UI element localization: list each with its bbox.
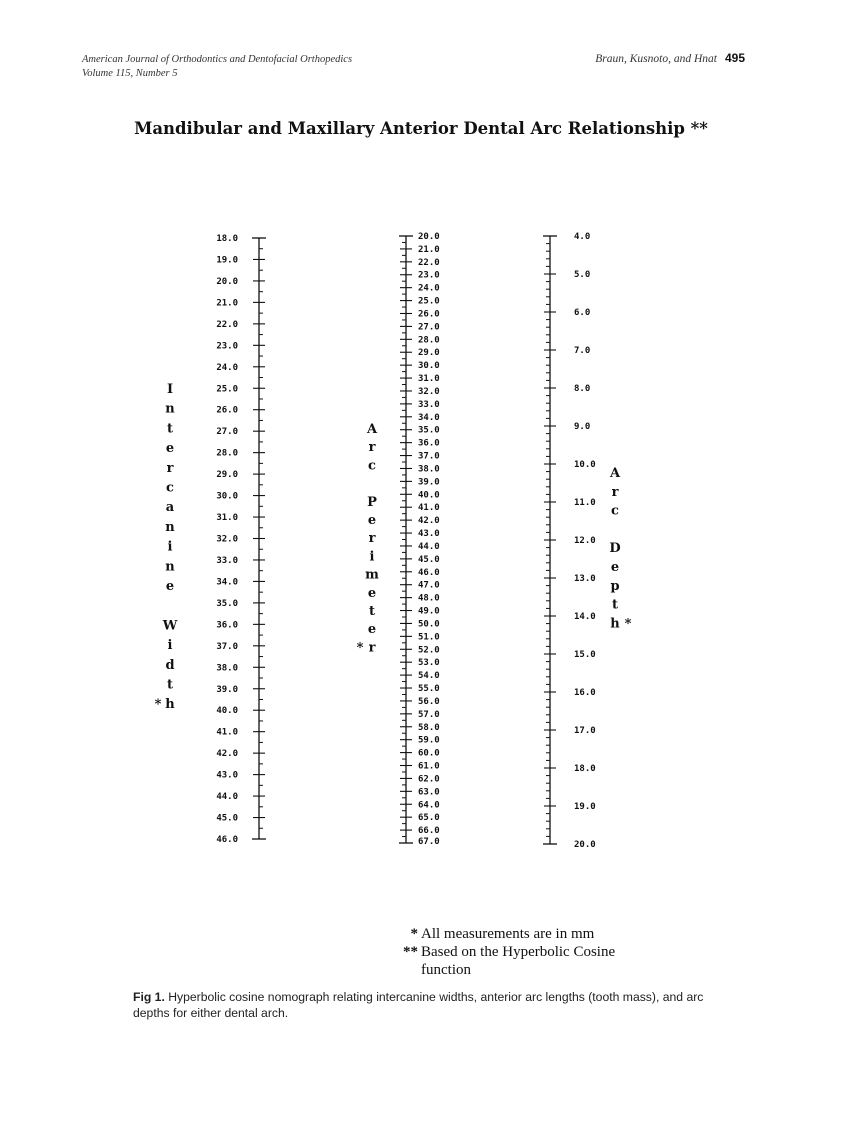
scale-2-tick-label: 65.0 [418,813,440,824]
scale-2-name-letter: e [367,622,377,638]
scale-3-tick-label: 11.0 [574,498,596,508]
scale-3-tick-label: 14.0 [574,612,596,622]
scale-3-name-letter: p [610,578,620,594]
scale-1-name-letter: h [165,697,175,713]
scale-3-name-letter: c [611,503,619,519]
scale-1-name-letter: t [166,677,174,693]
scale-1-tick-label: 37.0 [216,641,238,652]
scale-2-tick-label: 46.0 [418,567,440,578]
journal-volume: Volume 115, Number 5 [82,68,178,79]
scale-3-name-letter: D [609,541,621,557]
scale-2-tick-label: 59.0 [418,735,440,746]
scale-1-tick-label: 39.0 [216,684,238,695]
scale-1-tick-label: 46.0 [216,835,238,845]
note-units-marker: * [410,926,418,942]
scale-1-name-letter: d [165,657,175,673]
scale-3-tick-label: 20.0 [574,840,596,850]
caption-text: Hyperbolic cosine nomograph relating intercanine widths, anterior arc lengths (tooth mass), and arc depths for either dental arch. [133,990,704,1020]
scale-3-tick-label: 4.0 [574,232,591,242]
scale-1-tick-label: 45.0 [216,813,238,824]
scale-3-name-marker: * [624,616,632,632]
scale-1-name-letter: n [165,559,175,575]
scale-1-tick-label: 24.0 [216,362,238,373]
scale-1-name-marker: * [154,697,162,713]
scale-1-name-letter: e [165,441,175,457]
figure-title: Mandibular and Maxillary Anterior Dental Arc Relationship ** [134,119,708,138]
scale-1-tick-label: 29.0 [216,470,238,481]
scale-1-tick-label: 32.0 [216,534,238,545]
scale-1-tick-label: 41.0 [216,727,238,738]
scale-1-name-letter: i [167,539,173,555]
scale-1-tick-label: 18.0 [216,234,238,244]
scale-1-tick-label: 43.0 [216,770,238,781]
scale-1-tick-label: 27.0 [216,427,238,438]
scale-2-tick-label: 38.0 [418,464,440,475]
scale-1-tick-label: 38.0 [216,663,238,674]
scale-2-tick-label: 66.0 [418,826,440,837]
scale-2-tick-label: 35.0 [418,425,440,436]
scale-2-tick-label: 20.0 [418,232,440,242]
scale-1-tick-label: 30.0 [216,491,238,502]
scale-2-tick-label: 34.0 [418,412,440,423]
scale-2-tick-label: 43.0 [418,529,440,540]
scale-1-name-letter: r [166,460,174,476]
figure-notes [396,925,651,979]
scale-1-tick-label: 22.0 [216,319,238,330]
scale-2-name-letter: A [366,422,378,437]
scale-2-tick-label: 28.0 [418,335,440,346]
authors: Braun, Kusnoto, and Hnat [595,53,717,65]
scale-2-tick-label: 54.0 [418,671,440,682]
scale-2-name-letter: c [368,458,376,474]
scale-2-name-letter: r [368,531,376,547]
figure-caption [133,989,713,1021]
scale-1-name-letter: i [167,638,173,654]
scale-3-name-letter: r [611,484,619,500]
scale-3-tick-label: 17.0 [574,726,596,736]
scale-2-name-marker: * [356,640,364,656]
scale-1-name-letter: W [162,618,178,634]
scale-2-tick-label: 55.0 [418,684,440,695]
scale-3-tick-label: 9.0 [574,422,591,432]
scale-2-name-letter: m [365,567,379,583]
scale-1-tick-label: 23.0 [216,341,238,352]
scale-3-tick-label: 8.0 [574,384,591,394]
note-units [396,925,651,943]
scale-1-tick-label: 36.0 [216,620,238,631]
scale-1-name-letter: a [165,500,175,516]
scale-2-tick-label: 63.0 [418,787,440,798]
scale-1-name-letter: e [165,579,175,594]
scale-3-tick-label: 7.0 [574,346,591,356]
scale-1-name-letter: I [166,382,174,397]
scale-2-tick-label: 33.0 [418,399,440,410]
scale-2-tick-label: 49.0 [418,606,440,617]
scale-3-name-letter: t [611,597,619,613]
scale-1-tick-label: 33.0 [216,555,238,566]
scale-2-name-letter: t [368,604,376,619]
scale-3-tick-label: 13.0 [574,574,596,584]
scale-2-tick-label: 48.0 [418,593,440,604]
scale-3-tick-label: 10.0 [574,460,596,470]
note-function-marker: ** [403,944,418,960]
scale-2-tick-label: 25.0 [418,296,440,307]
journal-name: American Journal of Orthodontics and Dentofacial Orthopedics [82,54,353,65]
scale-3-name-letter: A [609,466,621,481]
scale-2-name-letter: r [368,640,376,656]
scale-2-tick-label: 21.0 [418,244,440,255]
scale-2-tick-label: 32.0 [418,386,440,397]
scale-3-tick-label: 12.0 [574,536,596,546]
scale-1-tick-label: 35.0 [216,598,238,609]
scale-2-name-letter: e [367,585,377,601]
note-function [396,943,651,979]
scale-1-tick-label: 42.0 [216,749,238,760]
scale-2-tick-label: 47.0 [418,580,440,591]
scale-3-tick-label: 15.0 [574,650,596,660]
scale-2-tick-label: 64.0 [418,800,440,811]
scale-3-name-letter: h [610,616,620,632]
scale-2-tick-label: 60.0 [418,748,440,759]
scale-2-tick-label: 30.0 [418,361,440,372]
scale-3-tick-label: 18.0 [574,764,596,774]
scale-2-tick-label: 61.0 [418,761,440,772]
scale-1-tick-label: 20.0 [216,276,238,287]
caption-label: Fig 1. [133,990,165,1004]
scale-2-name-letter: r [368,440,376,456]
scale-2-tick-label: 67.0 [418,837,440,847]
scale-3-tick-label: 19.0 [574,802,596,812]
scale-1-name-letter: n [165,519,175,535]
scale-1-name-letter: n [165,401,175,417]
scale-2-tick-label: 31.0 [418,374,440,385]
scale-3-name-letter: e [610,560,620,575]
note-function-text: Based on the Hyperbolic Cosine function [421,944,616,978]
scale-2-tick-label: 22.0 [418,257,440,268]
scale-2-name-letter: i [369,549,375,565]
scale-2-tick-label: 52.0 [418,645,440,656]
scale-2-tick-label: 37.0 [418,451,440,462]
scale-1-name-letter: c [166,480,174,496]
scale-1-tick-label: 40.0 [216,706,238,717]
scale-1-tick-label: 25.0 [216,384,238,395]
scale-2-tick-label: 23.0 [418,270,440,281]
scale-2-tick-label: 29.0 [418,348,440,359]
scale-1-tick-label: 26.0 [216,405,238,416]
scale-1-tick-label: 28.0 [216,448,238,459]
scale-1-tick-label: 19.0 [216,255,238,266]
scale-1-tick-label: 21.0 [216,298,238,309]
scale-2-tick-label: 36.0 [418,438,440,449]
scale-1-tick-label: 44.0 [216,792,238,803]
scale-2-tick-label: 27.0 [418,322,440,333]
scale-1-tick-label: 34.0 [216,577,238,588]
scale-2-tick-label: 51.0 [418,632,440,643]
scale-2-tick-label: 42.0 [418,516,440,527]
scale-2-tick-label: 40.0 [418,490,440,501]
scale-2-tick-label: 57.0 [418,709,440,720]
scale-2-tick-label: 24.0 [418,283,440,294]
scale-2-name-letter: e [367,513,377,528]
scale-2-tick-label: 41.0 [418,503,440,514]
scale-3-tick-label: 5.0 [574,270,591,280]
scale-2-tick-label: 44.0 [418,541,440,552]
scale-2-tick-label: 62.0 [418,774,440,785]
scale-2-tick-label: 39.0 [418,477,440,488]
scale-3-tick-label: 6.0 [574,308,591,318]
scale-2-tick-label: 26.0 [418,309,440,320]
scale-2-tick-label: 45.0 [418,554,440,565]
scale-2-tick-label: 53.0 [418,658,440,669]
scale-2-tick-label: 58.0 [418,722,440,733]
scale-1-tick-label: 31.0 [216,513,238,524]
note-units-text: All measurements are in mm [421,926,595,942]
scale-2-tick-label: 50.0 [418,619,440,630]
scale-3-tick-label: 16.0 [574,688,596,698]
scale-2-name-letter: P [367,494,377,510]
scale-1-name-letter: t [166,421,174,437]
scale-2-tick-label: 56.0 [418,696,440,707]
page-number: 495 [724,51,745,65]
